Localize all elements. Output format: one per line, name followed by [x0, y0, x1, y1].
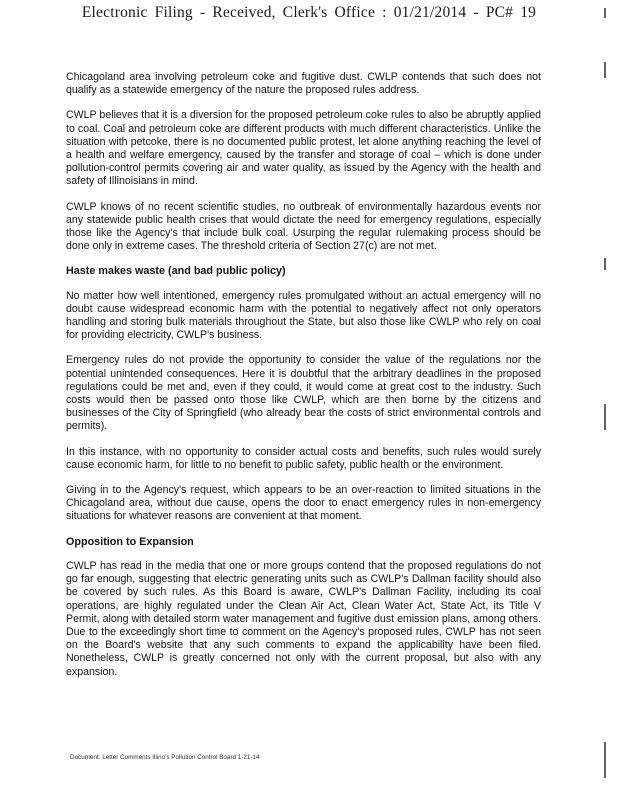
scan-mark [604, 62, 606, 78]
paragraph: CWLP knows of no recent scientific studies, no outbreak of environmentally hazardous events nor any statewide public health crises that would dictate the need for emergency regulations, especially those like the Agency's that include bulk coal. Usurping the regular rulemaking process should be done only in extreme cases. The threshold criteria of Section 27(c) are not met. [66, 200, 541, 253]
scan-mark [604, 8, 606, 18]
paragraph: No matter how well intentioned, emergency rules promulgated without an actual emergency will no doubt cause widespread economic harm with the potential to negatively affect not only operators handling and storing bulk materials throughout the State, but also those like CWLP who rely on coal for providing electricity, CWLP's business. [66, 289, 541, 342]
paragraph: CWLP believes that it is a diversion for the proposed petroleum coke rules to also be abruptly applied to coal. Coal and petroleum coke are different products with much different characteristics. Unlike the situation with petcoke, there is no documented public protest, let alone anything reaching the level of a health and welfare emergency, caused by the transfer and storage of coal – which is done under pollution-control permits covering air and water quality, as issued by the Agency with the health and safety of Illinoisians in mind. [66, 109, 541, 188]
scan-edge-marks [604, 0, 612, 800]
paragraph: Emergency rules do not provide the opportunity to consider the value of the regulations nor the potential unintended consequences. Here it is doubtful that the arbitrary deadlines in the proposed regulations could be met and, even if they could, it would come at great cost to the industry. Such costs would then be passed onto those like CWLP, which are then borne by the citizens and businesses of the City of Springfield (who already bear the costs of strict environmental controls and permits). [66, 354, 541, 433]
paragraph: CWLP has read in the media that one or more groups contend that the proposed regulations do not go far enough, suggesting that electric generating units such as CWLP's Dallman facility should also be covered by such rules. As this Board is aware, CWLP's Dallman Facility, including its coal operations, are highly regulated under the Clean Air Act, Clean Water Act, State Act, its Title V Permit, along with detailed storm water management and fugitive dust emission plans, among others. Due to the exceedingly short time to comment on the Agency's proposed rules, CWLP has not seen on the Board's website that any such comments to expand the applicability have been filed. Nonetheless, CWLP is greatly concerned not only with the current proposal, but also with any expansion. [66, 559, 541, 678]
filing-stamp: Electronic Filing - Received, Clerk's Office : 01/21/2014 - PC# 19 [81, 4, 537, 21]
scan-mark [604, 742, 606, 778]
scan-mark [604, 258, 606, 270]
scan-mark [604, 404, 606, 430]
paragraph: Giving in to the Agency's request, which appears to be an over-reaction to limited situations in the Chicagoland area, without due cause, opens the door to enact emergency rules in non-emergency situations for whatever reasons are convenient at that moment. [66, 484, 541, 523]
letter-body [66, 71, 541, 691]
paragraph: Chicagoland area involving petroleum coke and fugitive dust. CWLP contends that such does not qualify as a statewide emergency of the nature the proposed rules address. [66, 71, 541, 97]
document-footer: Document: Letter Comments Illino's Pollution Control Board 1-21-14 [70, 754, 260, 761]
paragraph: In this instance, with no opportunity to consider actual costs and benefits, such rules would surely cause economic harm, for little to no benefit to public safety, public health or the environment. [66, 445, 541, 471]
section-heading-haste: Haste makes waste (and bad public policy) [66, 265, 286, 278]
section-heading-opposition: Opposition to Expansion [66, 535, 194, 548]
